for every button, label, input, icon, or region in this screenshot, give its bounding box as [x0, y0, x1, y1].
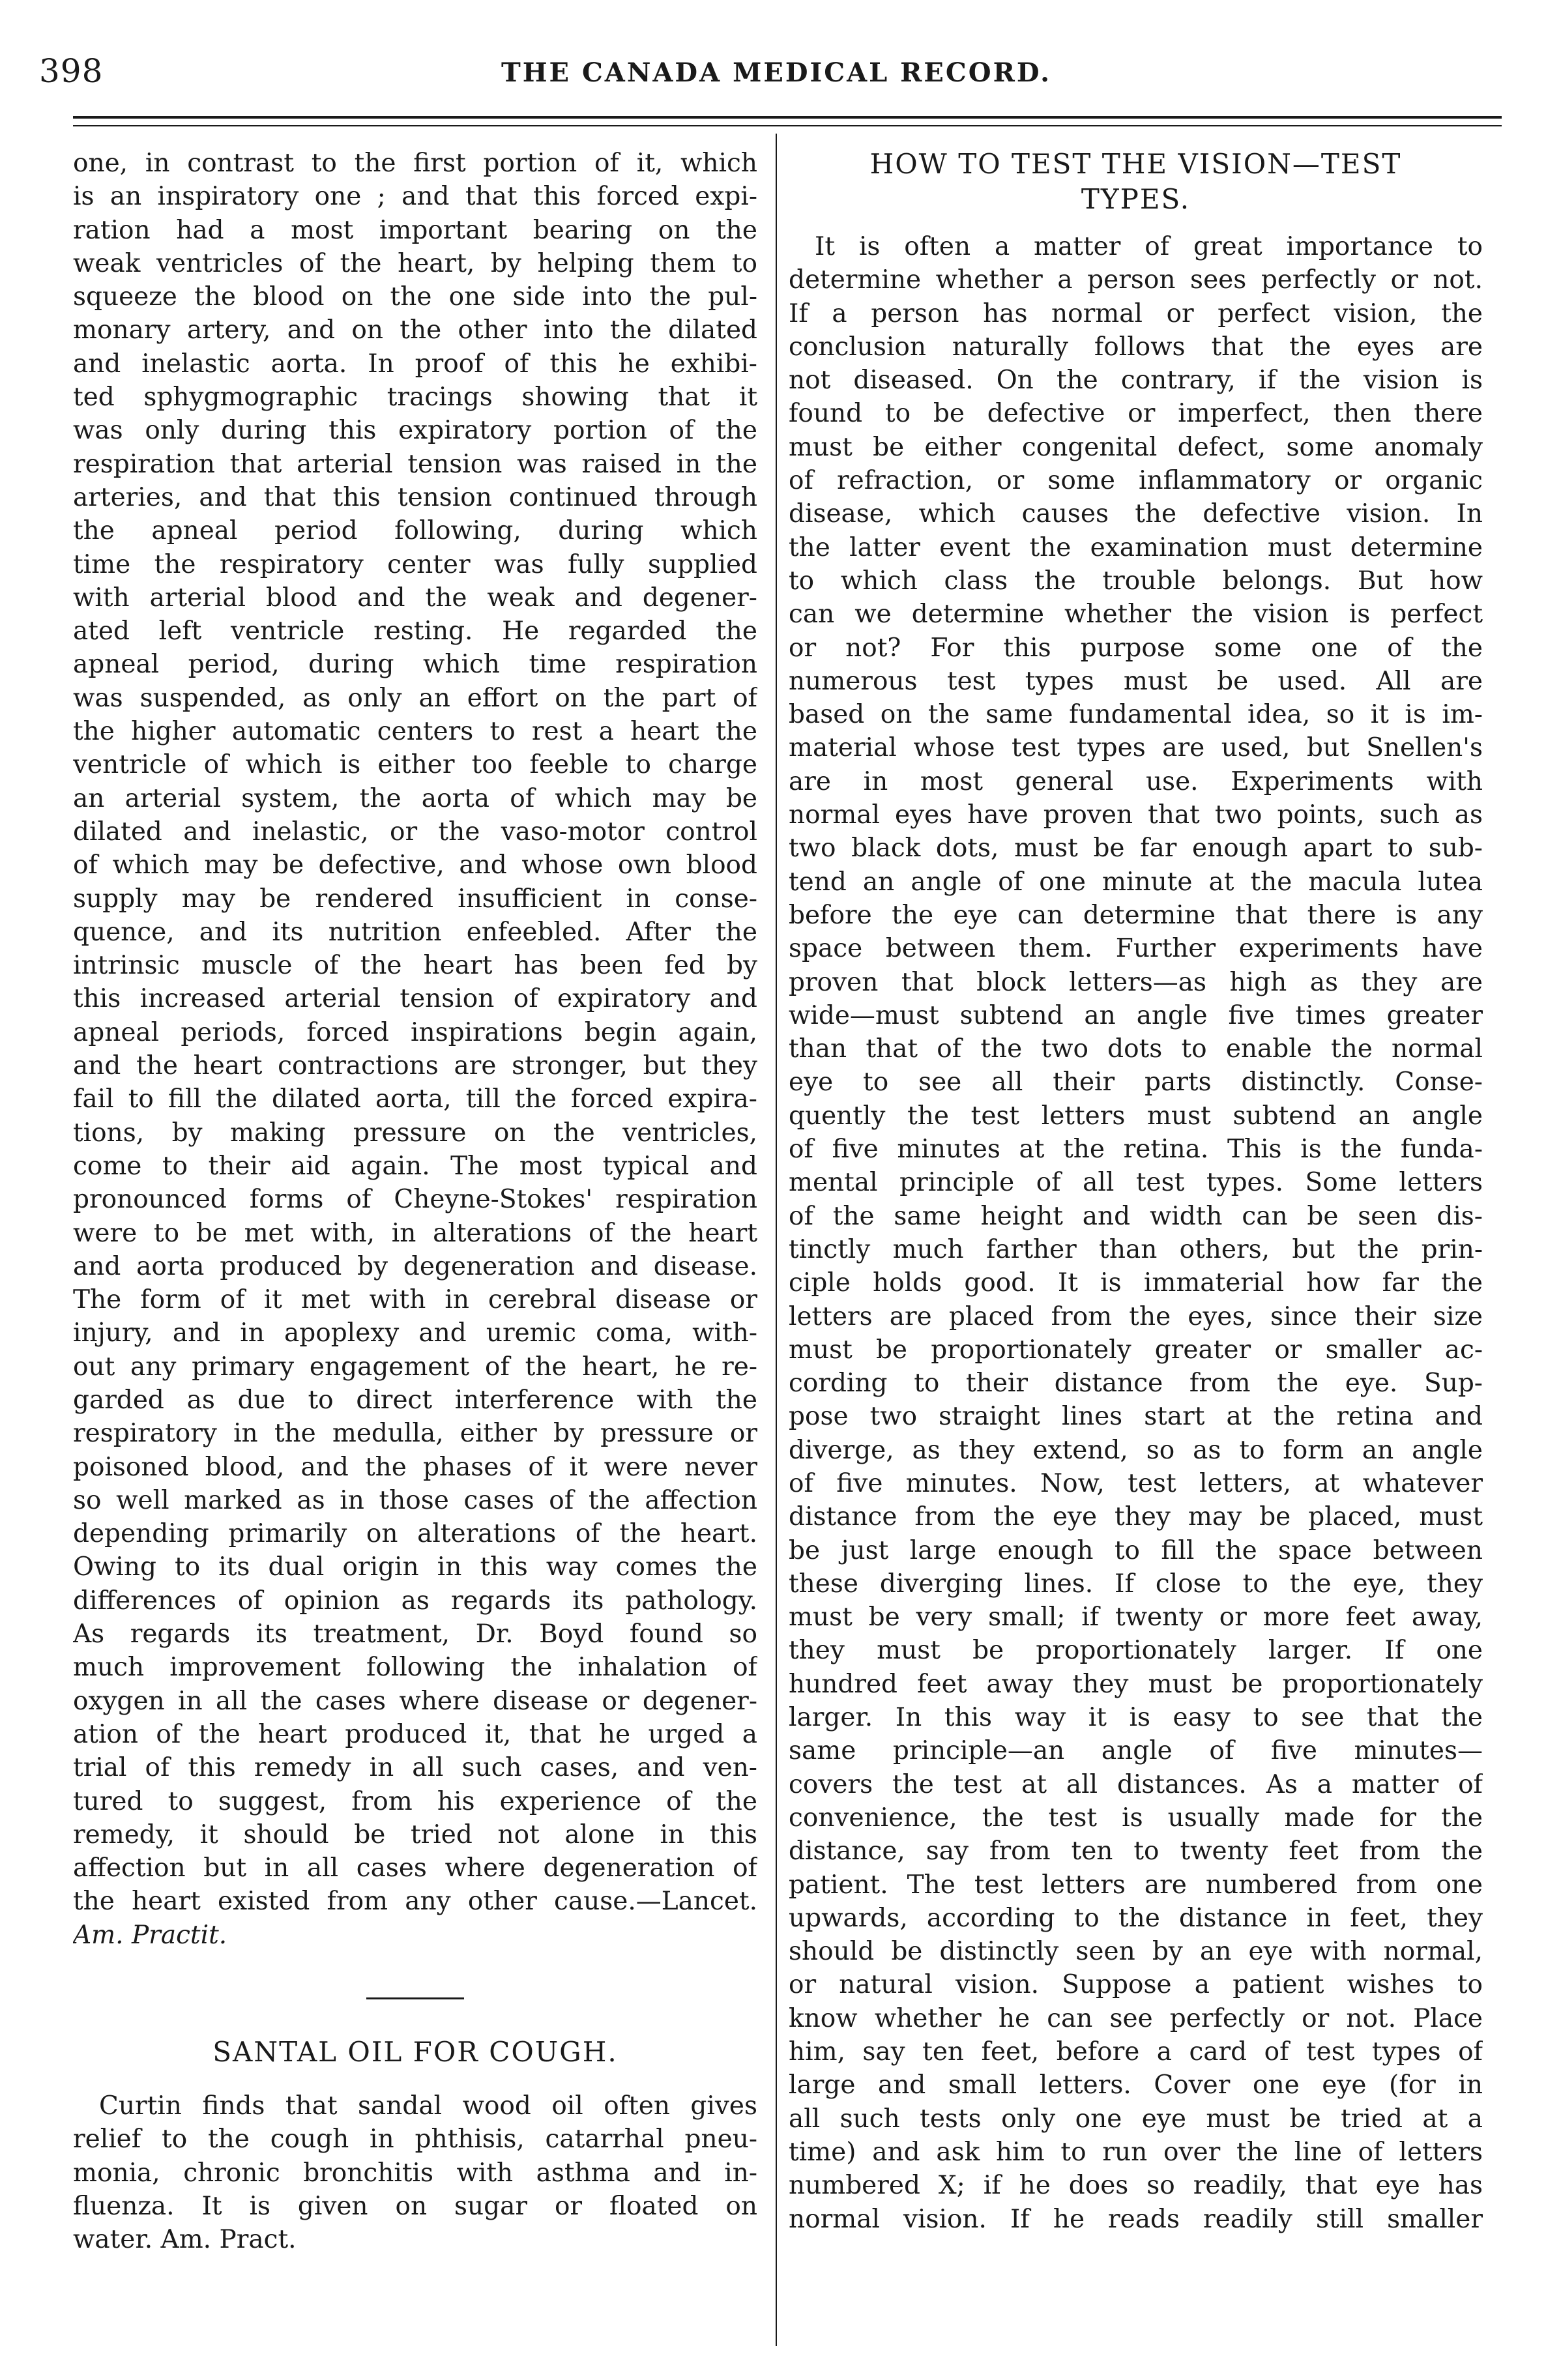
text-line: proven that block letters—as high as they are [789, 967, 1483, 997]
text-line: come to their aid again. The most typical and [73, 1151, 757, 1181]
text-line: material whose test types are used, but Snellen's [789, 733, 1483, 763]
text-line: oxygen in all the cases where disease or degener- [73, 1686, 757, 1716]
text-line: of refraction, or some inflammatory or organic [789, 466, 1483, 496]
text-line: affection but in all cases where degeneration of [73, 1853, 757, 1883]
text-line: numbered X; if he does so readily, that eye has [789, 2171, 1483, 2201]
text-line: is an inspiratory one ; and that this forced expi- [73, 182, 757, 212]
vision-test-heading-line-1: HOW TO TEST THE VISION—TEST [869, 148, 1402, 180]
text-line: fluenza. It is given on sugar or floated on [73, 2191, 757, 2221]
text-line: to which class the trouble belongs. But how [789, 566, 1483, 596]
text-line: differences of opinion as regards its pathology. [73, 1586, 757, 1616]
text-line: all such tests only one eye must be tried at a [789, 2104, 1483, 2134]
journal-title: THE CANADA MEDICAL RECORD. [501, 57, 1051, 88]
right-column [789, 147, 1483, 2236]
text-line: monary artery, and on the other into the dilated [73, 315, 757, 345]
text-line: pose two straight lines start at the retina and [789, 1402, 1483, 1432]
text-line: Owing to its dual origin in this way comes the [73, 1552, 757, 1582]
vision-test-heading-line-2: TYPES. [1081, 183, 1191, 215]
text-line: water. Am. Pract. [73, 2225, 297, 2255]
text-line: of the same height and width can be seen dis- [789, 1201, 1483, 1231]
text-line: the higher automatic centers to rest a heart the [73, 717, 757, 747]
text-line: must be either congenital defect, some anomaly [789, 432, 1483, 462]
text-line: same principle—an angle of five minutes— [789, 1736, 1483, 1766]
text-line: before the eye can determine that there is any [789, 900, 1483, 930]
text-line: an arterial system, the aorta of which may be [73, 783, 757, 813]
text-line: supply may be rendered insufficient in conse- [73, 884, 757, 914]
text-line: tions, by making pressure on the ventricles, [73, 1118, 757, 1148]
text-line: relief to the cough in phthisis, catarrhal pneu- [73, 2125, 757, 2155]
text-line: was suspended, as only an effort on the part of [73, 683, 757, 713]
text-line: remedy, it should be tried not alone in this [73, 1820, 757, 1850]
text-line: convenience, the test is usually made for the [789, 1803, 1483, 1833]
text-line: ventricle of which is either too feeble to charge [73, 750, 757, 780]
text-line: can we determine whether the vision is perfect [789, 600, 1483, 630]
text-line: these diverging lines. If close to the eye, they [789, 1569, 1483, 1599]
text-line: be just large enough to fill the space between [789, 1535, 1483, 1565]
text-line: and the heart contractions are stronger, but they [73, 1051, 757, 1081]
text-line: squeeze the blood on the one side into the pul- [73, 282, 757, 312]
text-line: they must be proportionately larger. If one [789, 1636, 1483, 1666]
text-line: distance, say from ten to twenty feet from the [789, 1836, 1483, 1866]
text-line: intrinsic muscle of the heart has been fed by [73, 951, 757, 981]
text-line: found to be defective or imperfect, then there [789, 399, 1483, 429]
text-line: The form of it met with in cerebral disease or [73, 1285, 757, 1315]
header-rule-thick [73, 116, 1502, 119]
continued-article [73, 147, 757, 1952]
text-line: one, in contrast to the first portion of it, which [73, 149, 757, 178]
text-line: normal vision. If he reads readily still smaller [789, 2204, 1483, 2234]
text-line: should be distinctly seen by an eye with normal, [789, 1937, 1483, 1967]
text-line: or natural vision. Suppose a patient wishes to [789, 1970, 1483, 2000]
text-line: eye to see all their parts distinctly. Conse- [789, 1067, 1483, 1097]
text-line: know whether he can see perfectly or not. Place [789, 2003, 1483, 2033]
text-line: not diseased. On the contrary, if the vision is [789, 366, 1483, 396]
text-line: upwards, according to the distance in feet, they [789, 1903, 1483, 1933]
text-line: respiratory in the medulla, either by pressure or [73, 1419, 757, 1449]
text-line: him, say ten feet, before a card of test types of [789, 2037, 1483, 2067]
text-line: larger. In this way it is easy to see that the [789, 1703, 1483, 1733]
text-line: ration had a most important bearing on the [73, 215, 757, 245]
text-line: of which may be defective, and whose own blood [73, 850, 757, 880]
text-line: ation of the heart produced it, that he urged a [73, 1719, 757, 1749]
text-line: time the respiratory center was fully supplied [73, 549, 757, 579]
text-line: garded as due to direct interference with the [73, 1385, 757, 1415]
text-line: the apneal period following, during which [73, 516, 757, 546]
text-line: disease, which causes the defective vision. In [789, 499, 1483, 529]
text-line: with arterial blood and the weak and degener- [73, 583, 757, 613]
column-divider [776, 134, 777, 2346]
santal-oil-article [73, 2089, 757, 2256]
section-divider [366, 1997, 464, 1999]
text-line: were to be met with, in alterations of the heart [73, 1218, 757, 1248]
text-line: was only during this expiratory portion of the [73, 416, 757, 446]
text-line: the heart existed from any other cause.—Lancet. [73, 1887, 757, 1917]
text-line: large and small letters. Cover one eye (for in [789, 2070, 1483, 2100]
text-line: mental principle of all test types. Some letters [789, 1168, 1483, 1198]
text-line: much improvement following the inhalation of [73, 1653, 757, 1683]
text-line: tured to suggest, from his experience of the [73, 1786, 757, 1816]
text-line: dilated and inelastic, or the vaso-motor control [73, 817, 757, 847]
text-line: covers the test at all distances. As a matter of [789, 1769, 1483, 1799]
text-line: must be proportionately greater or smaller ac- [789, 1335, 1483, 1365]
text-line: distance from the eye they may be placed, must [789, 1502, 1483, 1532]
text-line: so well marked as in those cases of the affection [73, 1485, 757, 1515]
text-line: are in most general use. Experiments with [789, 766, 1483, 796]
santal-oil-heading: SANTAL OIL FOR COUGH. [212, 2036, 618, 2068]
text-line: injury, and in apoplexy and uremic coma, with- [73, 1318, 757, 1348]
text-line: of five minutes at the retina. This is the funda- [789, 1135, 1483, 1165]
text-line: numerous test types must be used. All are [789, 666, 1483, 696]
text-line: Am. Practit. [73, 1920, 227, 1950]
text-line: cording to their distance from the eye. Sup- [789, 1369, 1483, 1399]
left-column [73, 147, 757, 2257]
text-line: tend an angle of one minute at the macula lutea [789, 867, 1483, 897]
text-line: arteries, and that this tension continued through [73, 482, 757, 512]
text-line: determine whether a person sees perfectly or not. [789, 265, 1483, 295]
text-line: and inelastic aorta. In proof of this he exhibi- [73, 349, 757, 379]
text-line: the latter event the examination must determine [789, 532, 1483, 562]
text-line: diverge, as they extend, so as to form an angle [789, 1435, 1483, 1465]
text-line: respiration that arterial tension was raised in the [73, 449, 757, 479]
text-line: fail to fill the dilated aorta, till the forced expira- [73, 1084, 757, 1114]
text-line: apneal periods, forced inspirations begin again, [73, 1017, 757, 1047]
text-line: conclusion naturally follows that the eyes are [789, 332, 1483, 362]
text-line: poisoned blood, and the phases of it were never [73, 1452, 757, 1482]
text-line: apneal period, during which time respiration [73, 650, 757, 680]
text-line: weak ventricles of the heart, by helping them to [73, 248, 757, 278]
text-line: time) and ask him to run over the line of letters [789, 2137, 1483, 2167]
text-line: wide—must subtend an angle five times greater [789, 1000, 1483, 1030]
text-line: or not? For this purpose some one of the [789, 633, 1483, 663]
text-line: than that of the two dots to enable the normal [789, 1034, 1483, 1064]
text-line: out any primary engagement of the heart, he re- [73, 1352, 757, 1382]
text-line: As regards its treatment, Dr. Boyd found so [73, 1619, 757, 1649]
text-line: depending primarily on alterations of the heart. [73, 1519, 757, 1549]
text-line: tinctly much farther than others, but the prin- [789, 1234, 1483, 1264]
text-line: If a person has normal or perfect vision, the [789, 298, 1483, 328]
text-line: quently the test letters must subtend an angle [789, 1101, 1483, 1131]
text-line: space between them. Further experiments have [789, 934, 1483, 964]
text-line: ted sphygmographic tracings showing that it [73, 383, 757, 413]
text-line: must be very small; if twenty or more feet away, [789, 1603, 1483, 1633]
text-line: two black dots, must be far enough apart to sub- [789, 834, 1483, 863]
text-line: monia, chronic bronchitis with asthma and in- [73, 2158, 757, 2188]
running-head [39, 39, 1513, 98]
page-number: 398 [39, 52, 104, 90]
text-line: Curtin finds that sandal wood oil often gives [99, 2091, 757, 2121]
text-line: of five minutes. Now, test letters, at whatever [789, 1468, 1483, 1498]
text-line: hundred feet away they must be proportionately [789, 1669, 1483, 1699]
text-line: and aorta produced by degeneration and disease. [73, 1251, 757, 1281]
header-rule-thin [73, 125, 1502, 126]
text-line: quence, and its nutrition enfeebled. After the [73, 917, 757, 947]
text-line: letters are placed from the eyes, since their size [789, 1301, 1483, 1331]
text-line: It is often a matter of great importance to [815, 232, 1483, 261]
text-line: patient. The test letters are numbered from one [789, 1870, 1483, 1900]
text-line: this increased arterial tension of expiratory and [73, 984, 757, 1014]
text-line: ated left ventricle resting. He regarded the [73, 617, 757, 646]
vision-test-article [789, 230, 1483, 2236]
text-line: based on the same fundamental idea, so it is im- [789, 700, 1483, 730]
text-line: pronounced forms of Cheyne-Stokes' respiration [73, 1185, 757, 1215]
text-line: ciple holds good. It is immaterial how far the [789, 1268, 1483, 1298]
text-line: normal eyes have proven that two points, such as [789, 800, 1483, 830]
text-line: trial of this remedy in all such cases, and ven- [73, 1753, 757, 1783]
